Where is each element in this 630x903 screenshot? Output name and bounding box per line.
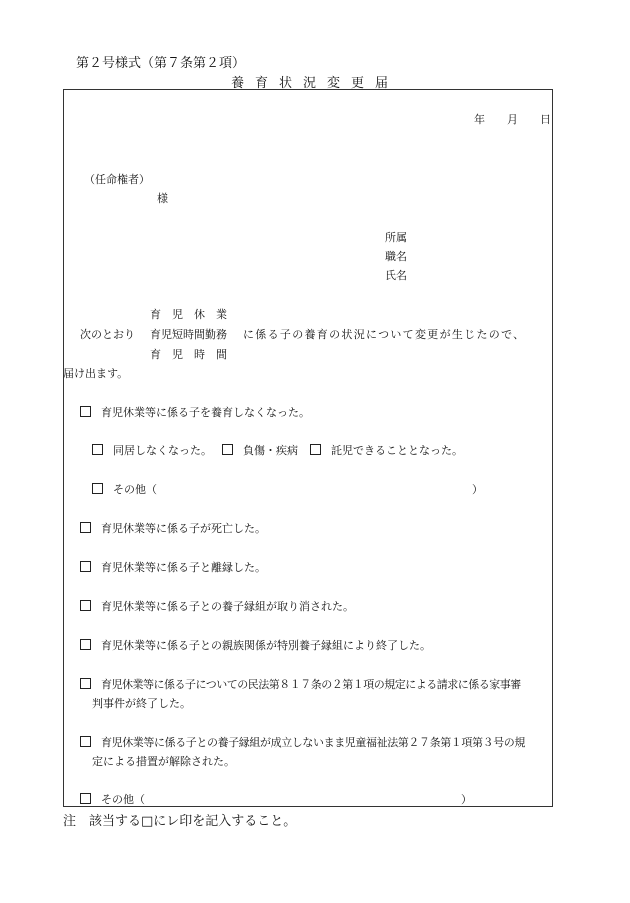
affiliation-label: 所属: [385, 231, 407, 244]
check-item-1[interactable]: 育児休業等に係る子を養育しなくなった。: [80, 404, 310, 420]
position-label: 職名: [385, 250, 407, 263]
addressee-role: （任命権者）: [84, 173, 150, 186]
statement-lead: 次のとおり: [80, 328, 135, 341]
checkbox-icon[interactable]: [80, 793, 91, 804]
date-year: 年: [474, 113, 485, 126]
check-item-5[interactable]: 育児休業等に係る子との親族関係が特別養子縁組により終了した。: [80, 637, 431, 653]
check-item-7-cont: 定による措置が解除された。: [92, 755, 235, 768]
check-item-3[interactable]: 育児休業等に係る子と離縁した。: [80, 559, 266, 575]
check-item-8-close: ）: [461, 793, 472, 806]
name-label: 氏名: [385, 269, 407, 282]
checkbox-icon[interactable]: [80, 600, 91, 611]
check-sub-other-close: ）: [472, 483, 483, 496]
checkbox-icon[interactable]: [80, 678, 91, 689]
checkbox-icon[interactable]: [80, 639, 91, 650]
form-title: 養育状況変更届: [230, 76, 399, 91]
date-month: 月: [507, 113, 518, 126]
form-number: 第２号様式（第７条第２項）: [76, 56, 246, 71]
statement-option-2: 育児短時間勤務: [150, 328, 227, 341]
check-item-8[interactable]: その他（: [80, 791, 145, 807]
checkbox-icon[interactable]: [80, 522, 91, 533]
check-item-7[interactable]: 育児休業等に係る子との養子縁組が成立しないまま児童福祉法第２７条第１項第３号の規: [80, 734, 525, 750]
check-item-4[interactable]: 育児休業等に係る子との養子縁組が取り消された。: [80, 598, 354, 614]
checkbox-icon[interactable]: [80, 736, 91, 747]
checkbox-icon[interactable]: [80, 406, 91, 417]
footnote: 注 該当する□にレ印を記入すること。: [63, 814, 297, 829]
statement-option-3: 育 児 時 間: [150, 348, 227, 361]
check-item-6-cont: 判事件が終了した。: [92, 697, 191, 710]
checkbox-icon[interactable]: [92, 444, 103, 455]
check-item-6[interactable]: 育児休業等に係る子についての民法第８１７条の２第１項の規定による請求に係る家事審: [80, 676, 521, 692]
checkbox-icon[interactable]: [310, 444, 321, 455]
check-sub-1[interactable]: 同居しなくなった。: [92, 442, 212, 458]
check-sub-3[interactable]: 託児できることとなった。: [310, 442, 463, 458]
check-item-2[interactable]: 育児休業等に係る子が死亡した。: [80, 520, 266, 536]
statement-body: に係る子の養育の状況について変更が生じたので、: [243, 328, 526, 341]
check-sub-2[interactable]: 負傷・疾病: [222, 442, 298, 458]
date-day: 日: [540, 113, 551, 126]
checkbox-icon[interactable]: [92, 483, 103, 494]
checkbox-icon[interactable]: [222, 444, 233, 455]
statement-ending: 届け出ます。: [63, 367, 129, 380]
check-sub-other[interactable]: その他（: [92, 481, 157, 497]
statement-option-1: 育 児 休 業: [150, 308, 227, 321]
checkbox-icon[interactable]: [80, 561, 91, 572]
addressee-honorific: 様: [157, 192, 168, 205]
